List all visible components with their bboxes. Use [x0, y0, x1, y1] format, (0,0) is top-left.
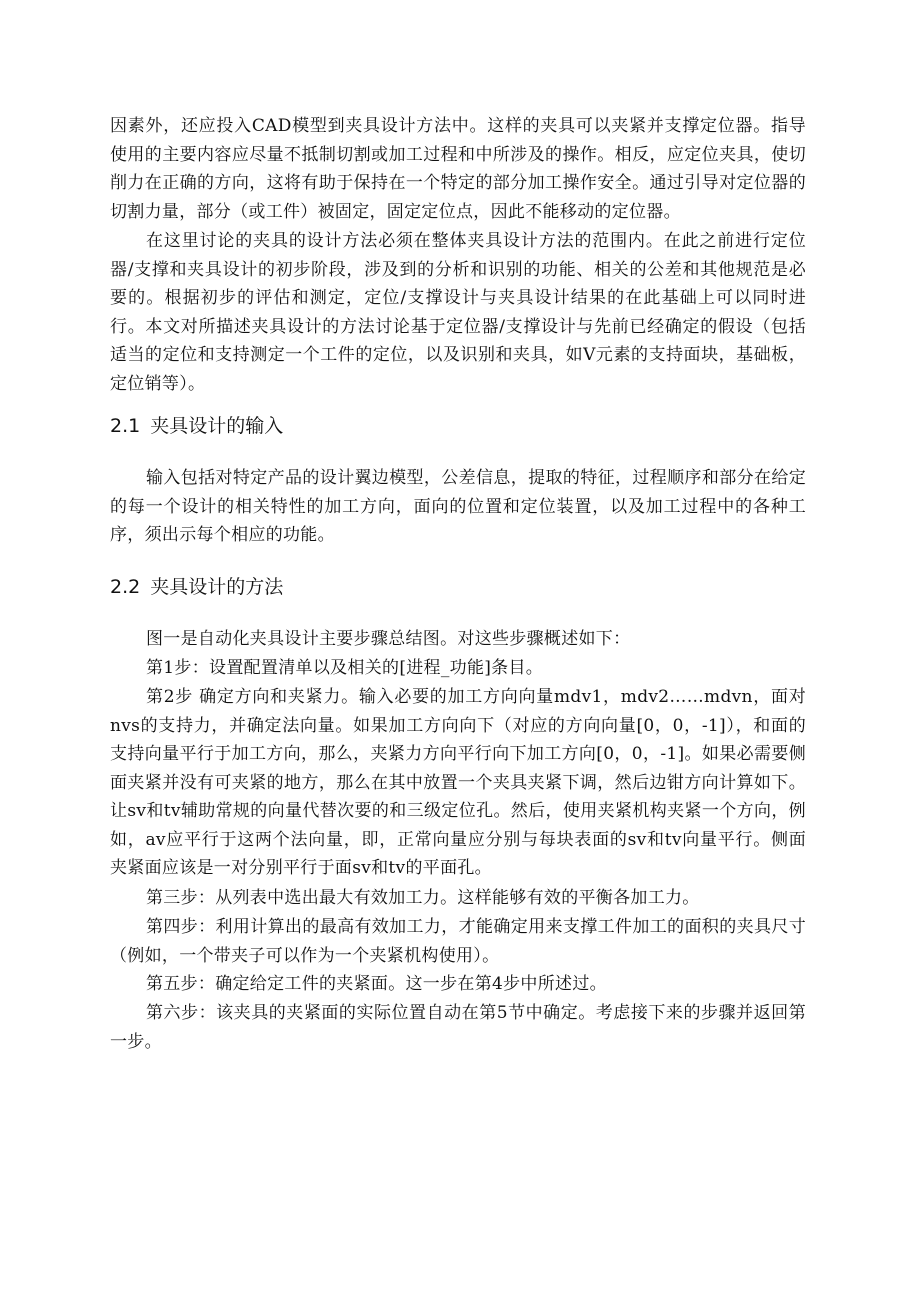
method-paragraph-overview: 图一是自动化夹具设计主要步骤总结图。对这些步骤概述如下：: [146, 629, 631, 649]
method-step-3: 第三步：从列表中选出最大有效加工力。这样能够有效的平衡各加工力。: [146, 888, 700, 908]
method-step-4: 第四步：利用计算出的最高有效加工力，才能确定用来支撑工件加工的面积的夹具尺寸（例如，一个带夹子可以作为一个夹紧机构使用）。: [110, 917, 806, 966]
section-2-1-title: 夹具设计的输入: [150, 415, 284, 437]
intro-paragraph-1: 因素外，还应投入CAD模型到夹具设计方法中。这样的夹具可以夹紧并支撑定位器。指导使用的主要内容应尽量不抵制切割或加工过程和中所涉及的操作。相反，应定位夹具，使切削力在正确的方向，这将有助于保持在一个特定的部分加工操作安全。通过引导对定位器的切割力量，部分（或工件）被固定，固定定位点，因此不能移动的定位器。: [110, 116, 806, 222]
method-step-6: 第六步：该夹具的夹紧面的实际位置自动在第5节中确定。考虑接下来的步骤并返回第一步。: [110, 1003, 806, 1052]
section-2-2-number: 2.2: [110, 576, 141, 598]
section-2-1-number: 2.1: [110, 415, 141, 437]
method-step-1: 第1步：设置配置清单以及相关的[进程_功能]条目。: [146, 658, 544, 678]
section-2-2-heading: [110, 573, 283, 601]
section-2-1-heading: [110, 412, 283, 440]
method-step-2: 第2步 确定方向和夹紧力。输入必要的加工方向向量mdv1，mdv2……mdvn，面对nvs的支持力，并确定法向量。如果加工方向向下（对应的方向向量[0，0，-1]），和面的支持向量平行于加工方向，那么，夹紧力方向平行向下加工方向[0，0，-1]。如果必需要侧面夹紧并没有可夹紧的地方，那么在其中放置一个夹具夹紧下调，然后边钳方向计算如下。让sv和tv辅助常规的向量代替次要的和三级定位孔。然后，使用夹紧机构夹紧一个方向，例如，av应平行于这两个法向量，即，正常向量应分别与每块表面的sv和tv向量平行。侧面夹紧面应该是一对分别平行于面sv和tv的平面孔。: [110, 687, 806, 878]
section-2-2-title: 夹具设计的方法: [150, 576, 284, 598]
intro-paragraph-2: 在这里讨论的夹具的设计方法必须在整体夹具设计方法的范围内。在此之前进行定位器/支撑和夹具设计的初步阶段，涉及到的分析和识别的功能、相关的公差和其他规范是必要的。根据初步的评估和测定，定位/支撑设计与夹具设计结果的在此基础上可以同时进行。本文对所描述夹具设计的方法讨论基于定位器/支撑设计与先前已经确定的假设（包括适当的定位和支持测定一个工件的定位，以及识别和夹具，如V元素的支持面块，基础板，定位销等）。: [110, 231, 806, 394]
section-2-1-body: 输入包括对特定产品的设计翼边模型，公差信息，提取的特征，过程顺序和部分在给定的每一个设计的相关特性的加工方向，面向的位置和定位装置，以及加工过程中的各种工序，须出示每个相应的功能。: [110, 468, 806, 545]
method-step-5: 第五步：确定给定工件的夹紧面。这一步在第4步中所述过。: [146, 974, 607, 994]
